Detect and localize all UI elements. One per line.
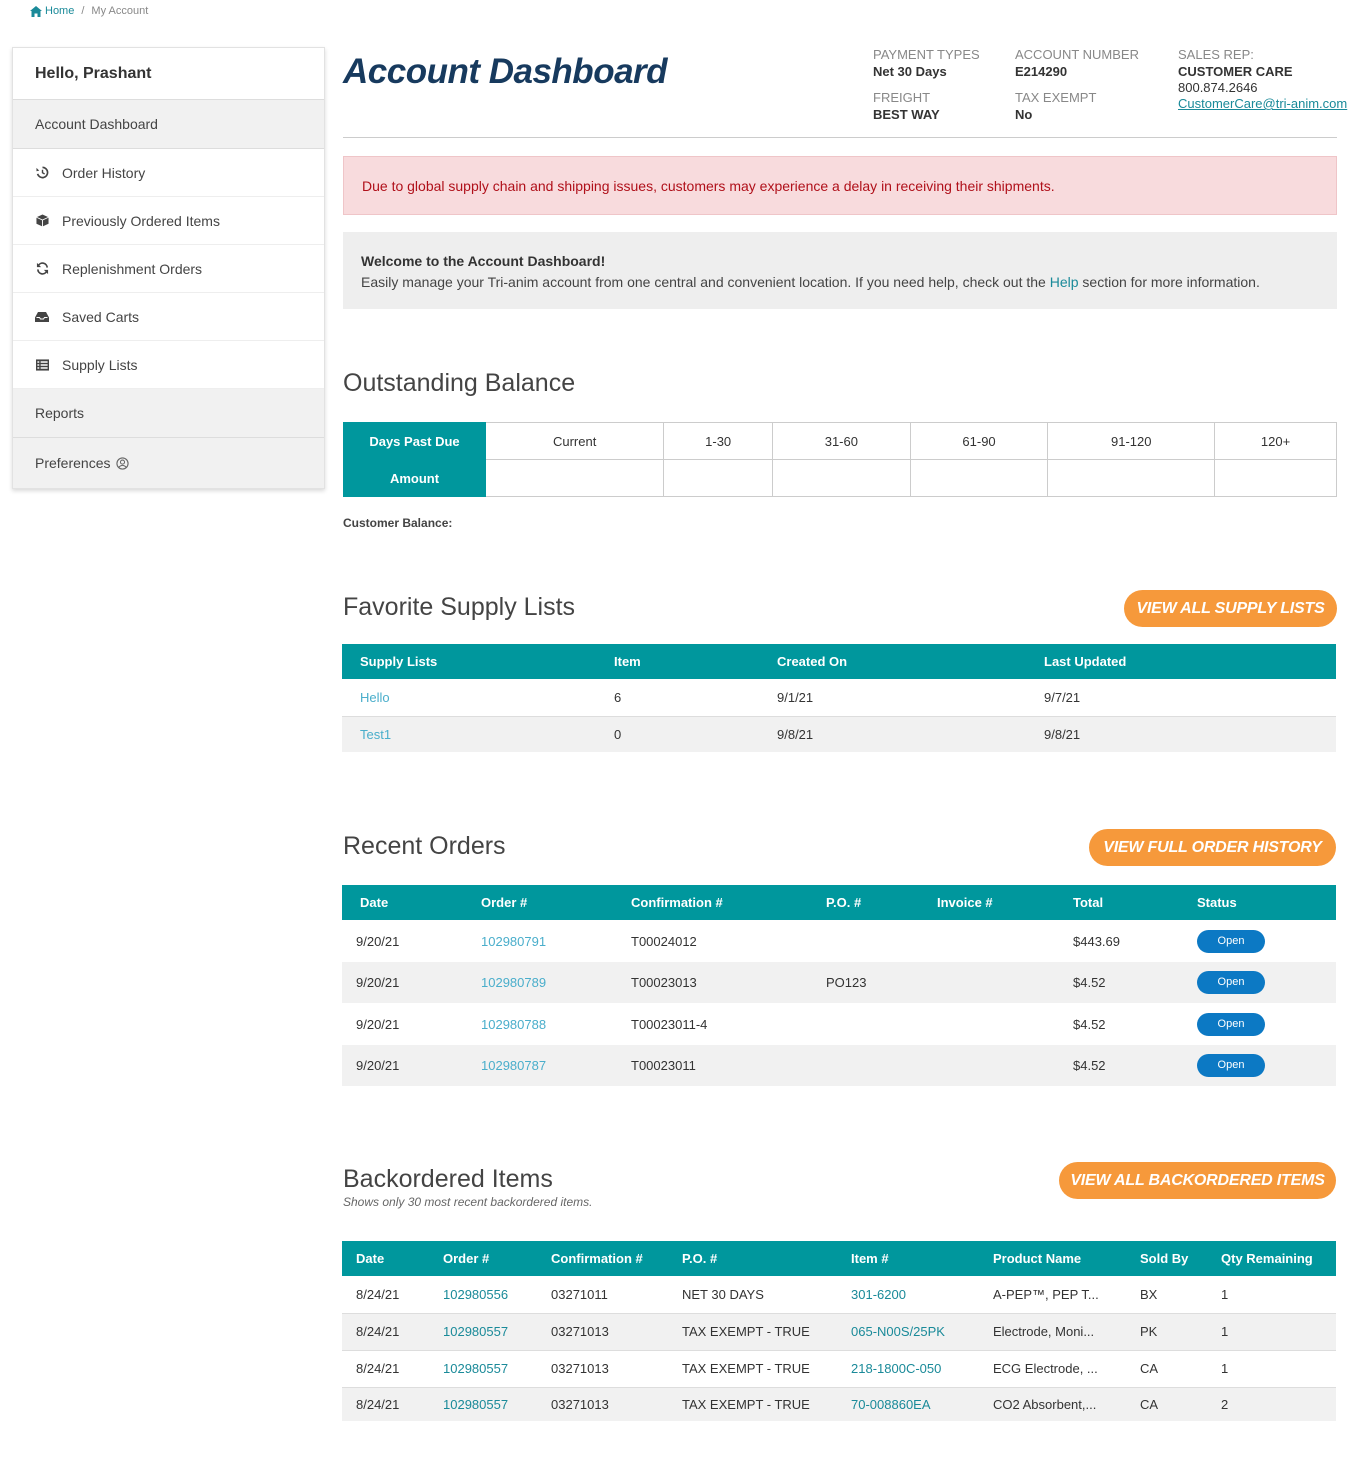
table-row: [342, 920, 1336, 962]
sales-rep-email-link[interactable]: CustomerCare@tri-anim.com: [1178, 96, 1348, 111]
recent-orders-table: [342, 885, 1336, 1086]
po-number: TAX EXEMPT - TRUE: [682, 1313, 851, 1350]
qty-remaining: 1: [1221, 1361, 1229, 1376]
qty-remaining: 1: [1221, 1313, 1336, 1350]
confirmation-number: 03271013: [551, 1361, 609, 1376]
sold-by: BX: [1140, 1286, 1158, 1302]
balance-amount-cell: [773, 460, 911, 497]
confirmation-number: 03271013: [551, 1313, 682, 1350]
item-count: 6: [614, 689, 622, 705]
amount-header: Amount: [344, 460, 486, 497]
column-header[interactable]: Status: [1197, 885, 1336, 920]
status-badge[interactable]: Open: [1197, 930, 1265, 953]
sidebar-item-supply-lists[interactable]: [13, 341, 324, 389]
outstanding-balance-table: [343, 422, 1337, 497]
column-header[interactable]: Sold By: [1140, 1241, 1221, 1276]
po-number: [826, 920, 937, 962]
balance-amount-cell: [1048, 460, 1215, 497]
column-header[interactable]: Last Updated: [1044, 644, 1336, 679]
payment-types-label: PAYMENT TYPES: [873, 47, 980, 62]
days-past-due-header: Days Past Due: [344, 423, 486, 460]
column-header[interactable]: Product Name: [993, 1241, 1140, 1276]
home-icon: [30, 6, 42, 17]
order-number-link[interactable]: 102980787: [481, 1058, 547, 1073]
sold-by: CA: [1140, 1387, 1221, 1421]
history-icon: [35, 166, 49, 180]
breadcrumb: [30, 5, 148, 17]
sidebar-item-label: Replenishment Orders: [62, 260, 203, 277]
amount-row: [344, 460, 1337, 497]
balance-amount-cell: [1215, 460, 1337, 497]
balance-amount-cell: [486, 460, 664, 497]
table-row: [342, 1045, 1336, 1086]
welcome-title: Welcome to the Account Dashboard!: [361, 253, 606, 269]
column-header[interactable]: Total: [1073, 885, 1197, 920]
order-date: 9/20/21: [356, 1016, 400, 1032]
qty-remaining: 2: [1221, 1387, 1336, 1421]
balance-column-header: 31-60: [773, 423, 911, 460]
status-badge[interactable]: Open: [1197, 1054, 1265, 1077]
last-updated: 9/8/21: [1044, 716, 1336, 752]
page-title: Account Dashboard: [343, 52, 668, 91]
breadcrumb-current: My Account: [91, 5, 149, 17]
po-number: TAX EXEMPT - TRUE: [682, 1387, 851, 1421]
sidebar-item-preferences[interactable]: [13, 438, 324, 488]
backorder-date: 8/24/21: [356, 1361, 400, 1376]
sidebar-item-label: Order History: [62, 164, 146, 181]
last-updated: 9/7/21: [1044, 689, 1081, 705]
box-icon: [35, 214, 49, 228]
view-all-backordered-items-button[interactable]: VIEW ALL BACKORDERED ITEMS: [1059, 1162, 1336, 1199]
supply-list-link[interactable]: Test1: [360, 726, 392, 742]
sidebar-item-label: Previously Ordered Items: [62, 212, 220, 229]
balance-column-header: 91-120: [1048, 423, 1215, 460]
invoice-number: [937, 962, 1073, 1003]
supply-list-link[interactable]: Hello: [360, 689, 390, 705]
order-number-link[interactable]: 102980791: [481, 933, 547, 949]
po-number: TAX EXEMPT - TRUE: [682, 1361, 810, 1376]
welcome-text: Easily manage your Tri-anim account from one central and convenient location. If you need help, check out the: [361, 274, 1046, 290]
backorder-date: 8/24/21: [342, 1313, 443, 1350]
welcome-panel: [343, 232, 1337, 309]
column-header[interactable]: Order #: [481, 885, 631, 920]
product-name: CO2 Absorbent,...: [993, 1387, 1140, 1421]
invoice-number: [937, 1045, 1073, 1086]
sidebar: [12, 47, 325, 489]
column-header[interactable]: Qty Remaining: [1221, 1241, 1336, 1276]
po-number: NET 30 DAYS: [682, 1286, 764, 1302]
freight-label: FREIGHT: [873, 90, 931, 105]
po-number: [826, 1003, 937, 1045]
created-on: 9/8/21: [777, 716, 1044, 752]
sold-by: CA: [1140, 1361, 1159, 1376]
days-past-due-row: [344, 423, 1337, 460]
product-name: ECG Electrode, ...: [993, 1361, 1098, 1376]
breadcrumb-home-link[interactable]: [30, 5, 74, 17]
inbox-icon: [35, 310, 49, 324]
column-header[interactable]: Created On: [777, 644, 1044, 679]
item-number-link[interactable]: 065-N00S/25PK: [851, 1324, 945, 1339]
sidebar-greeting: Hello, Prashant: [13, 48, 324, 100]
invoice-number: [937, 920, 1073, 962]
column-header[interactable]: Confirmation #: [551, 1241, 682, 1276]
order-total: $443.69: [1073, 933, 1120, 949]
welcome-text-after: section for more information.: [1082, 274, 1260, 290]
column-header[interactable]: Item: [614, 644, 777, 679]
tax-exempt-label: TAX EXEMPT: [1015, 90, 1097, 105]
qty-remaining: 1: [1221, 1286, 1229, 1302]
column-header[interactable]: Item #: [851, 1241, 993, 1276]
sidebar-item-reports[interactable]: Reports: [13, 389, 324, 438]
breadcrumb-separator: /: [81, 5, 85, 17]
table-row: [342, 679, 1336, 716]
help-link[interactable]: Help: [1049, 274, 1079, 290]
view-all-supply-lists-button[interactable]: VIEW ALL SUPPLY LISTS: [1124, 590, 1337, 627]
order-total: $4.52: [1073, 1016, 1106, 1032]
order-number-link[interactable]: 102980557: [443, 1324, 509, 1339]
sidebar-item-label: Supply Lists: [62, 356, 138, 373]
order-number-link[interactable]: 102980788: [481, 1016, 547, 1032]
sidebar-item-account-dashboard[interactable]: Account Dashboard: [13, 100, 324, 149]
payment-types-value: Net 30 Days: [873, 64, 947, 79]
order-number-link[interactable]: 102980557: [443, 1396, 509, 1412]
sales-rep-phone: 800.874.2646: [1178, 80, 1258, 95]
account-number-label: ACCOUNT NUMBER: [1015, 47, 1139, 62]
column-header[interactable]: Invoice #: [937, 885, 1073, 920]
sold-by: PK: [1140, 1313, 1221, 1350]
view-full-order-history-button[interactable]: VIEW FULL ORDER HISTORY: [1089, 829, 1336, 866]
table-row: [342, 1313, 1336, 1350]
table-row: [342, 962, 1336, 1003]
status-badge[interactable]: Open: [1197, 971, 1265, 994]
order-number-link[interactable]: 102980557: [443, 1361, 509, 1376]
column-header[interactable]: P.O. #: [826, 885, 937, 920]
status-badge[interactable]: Open: [1197, 1013, 1265, 1036]
refresh-icon: [35, 262, 49, 276]
header-divider: [343, 137, 1337, 138]
supply-chain-alert: Due to global supply chain and shipping issues, customers may experience a delay in receiving their shipments.: [343, 156, 1337, 215]
backordered-items-subtitle: Shows only 30 most recent backordered items.: [343, 1195, 593, 1209]
table-row: [342, 1003, 1336, 1045]
sidebar-item-label: Preferences: [35, 455, 111, 471]
balance-amount-cell: [910, 460, 1048, 497]
user-circle-icon: [116, 457, 129, 470]
sales-rep-label: SALES REP:: [1178, 47, 1254, 62]
item-number-link[interactable]: 301-6200: [851, 1286, 906, 1302]
table-row: [342, 716, 1336, 752]
order-number-link[interactable]: 102980789: [481, 975, 547, 990]
confirmation-number: 03271013: [551, 1387, 682, 1421]
item-number-link[interactable]: 218-1800C-050: [851, 1361, 942, 1376]
sales-rep-name: CUSTOMER CARE: [1178, 64, 1293, 79]
confirmation-number: 03271011: [551, 1286, 608, 1302]
column-header[interactable]: Confirmation #: [631, 885, 826, 920]
confirmation-number: T00023013: [631, 962, 826, 1003]
sidebar-item-label: Saved Carts: [62, 308, 140, 325]
table-row: [342, 1350, 1336, 1387]
product-name: Electrode, Moni...: [993, 1313, 1140, 1350]
column-header[interactable]: P.O. #: [682, 1241, 851, 1276]
backordered-items-table: [342, 1241, 1336, 1421]
order-total: $4.52: [1073, 962, 1197, 1003]
product-name: A-PEP™, PEP T...: [993, 1286, 1099, 1302]
po-number: PO123: [826, 962, 937, 1003]
column-header[interactable]: Date: [342, 1241, 443, 1276]
freight-value: BEST WAY: [873, 107, 940, 122]
confirmation-number: T00023011-4: [631, 1016, 708, 1032]
sales-rep-info: [1178, 46, 1347, 112]
sidebar-item-previously-ordered[interactable]: [13, 197, 324, 245]
column-header[interactable]: Supply Lists: [342, 644, 614, 679]
confirmation-number: T00023011: [631, 1045, 826, 1086]
item-number-link[interactable]: 70-008860EA: [851, 1396, 931, 1412]
table-row: [342, 1387, 1336, 1421]
balance-column-header: 1-30: [664, 423, 773, 460]
column-header[interactable]: Date: [342, 885, 481, 920]
sidebar-item-order-history[interactable]: [13, 149, 324, 197]
balance-amount-cell: [664, 460, 773, 497]
recent-orders-title: Recent Orders: [343, 832, 506, 860]
list-icon: [35, 358, 49, 372]
backordered-items-title: Backordered Items: [343, 1165, 553, 1193]
po-number: [826, 1045, 937, 1086]
account-number-value: E214290: [1015, 64, 1068, 79]
balance-column-header: Current: [486, 423, 664, 460]
backorder-date: 8/24/21: [356, 1286, 400, 1302]
item-count: 0: [614, 716, 777, 752]
order-total: $4.52: [1073, 1045, 1197, 1086]
customer-balance-label: Customer Balance:: [343, 516, 453, 530]
supply-lists-table: [342, 644, 1336, 752]
order-date: 9/20/21: [342, 962, 481, 1003]
sidebar-item-saved-carts[interactable]: [13, 293, 324, 341]
outstanding-balance-title: Outstanding Balance: [343, 369, 576, 397]
tax-exempt-value: No: [1015, 107, 1033, 122]
order-number-link[interactable]: 102980556: [443, 1286, 509, 1302]
payment-freight-info: [873, 46, 980, 123]
created-on: 9/1/21: [777, 689, 814, 705]
backorder-date: 8/24/21: [342, 1387, 443, 1421]
table-row: [342, 1276, 1336, 1313]
order-date: 9/20/21: [342, 1045, 481, 1086]
column-header[interactable]: Order #: [443, 1241, 551, 1276]
account-number-info: [1015, 46, 1139, 123]
breadcrumb-home-label: Home: [45, 5, 75, 17]
favorite-supply-lists-title: Favorite Supply Lists: [343, 593, 576, 621]
order-date: 9/20/21: [356, 933, 400, 949]
sidebar-item-replenishment[interactable]: [13, 245, 324, 293]
invoice-number: [937, 1003, 1073, 1045]
balance-column-header: 120+: [1215, 423, 1337, 460]
confirmation-number: T00024012: [631, 933, 697, 949]
balance-column-header: 61-90: [910, 423, 1048, 460]
